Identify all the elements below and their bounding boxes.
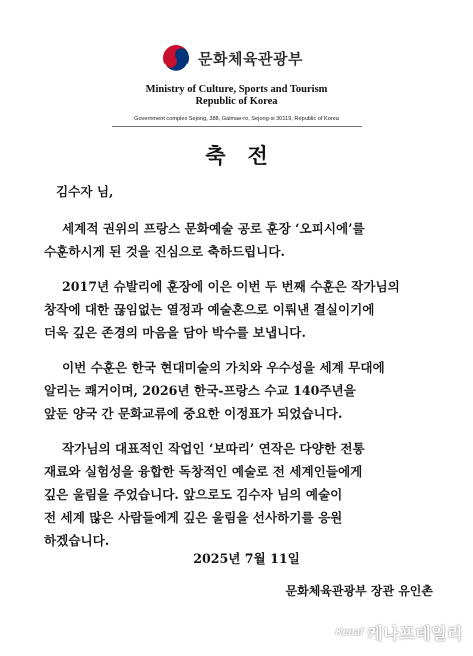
paragraph-line: 작가님의 대표적인 작업인 ‘보따리’ 연작은 다양한 전통 — [62, 441, 365, 456]
ministry-address: Government complex Sejong, 388, Galmae-ro, Sejong-si 30119, Republic of Korea — [134, 116, 339, 122]
paragraph-line: 창작에 대한 끊임없는 열정과 예술혼으로 이뤄낸 결실이기에 — [44, 302, 375, 317]
ministry-name-english-line2: Republic of Korea — [195, 96, 278, 107]
signature: 문화체육관광부 장관 유인촌 — [285, 584, 433, 598]
paragraph-2 — [44, 275, 444, 344]
watermark-badge: Kenaf — [335, 627, 364, 638]
paragraph-line: 더욱 깊은 존경의 마음을 담아 박수를 보냅니다. — [44, 325, 306, 340]
watermark — [335, 621, 463, 644]
letterhead-divider — [112, 126, 362, 127]
paragraph-line: 깊은 울림을 주었습니다. 앞으로도 김수자 님의 예술이 — [44, 487, 343, 502]
taegeuk-emblem-icon — [160, 42, 192, 74]
ministry-name-korean: 문화체육관광부 — [198, 49, 303, 68]
paragraph-line: 2017년 슈발리에 훈장에 이은 이번 두 번째 수훈은 작가님의 — [62, 279, 400, 294]
ministry-name-english — [0, 84, 473, 108]
paragraph-line: 이번 수훈은 한국 현대미술의 가치와 우수성을 세계 무대에 — [62, 360, 385, 375]
document-title: 축전 — [205, 143, 290, 168]
paragraph-line: 앞둔 양국 간 문화교류에 중요한 이정표가 되었습니다. — [44, 406, 343, 421]
paragraph-1 — [44, 217, 444, 263]
watermark-text: 케나프데일리 — [367, 624, 463, 643]
paragraph-line: 알리는 쾌거이며, 2026년 한국-프랑스 수교 140주년을 — [44, 383, 356, 398]
paragraph-line: 하겠습니다. — [44, 533, 110, 548]
ministry-logo — [160, 42, 303, 74]
paragraph-line: 세계적 권위의 프랑스 문화예술 공로 훈장 ‘오피시에’를 — [62, 221, 365, 236]
paragraph-line: 수훈하시게 된 것을 진심으로 축하드립니다. — [44, 244, 285, 259]
ministry-name-english-line1: Ministry of Culture, Sports and Tourism — [145, 84, 328, 95]
paragraph-3 — [44, 356, 444, 425]
paragraph-line: 전 세계 많은 사람들에게 깊은 울림을 선사하기를 응원 — [44, 510, 343, 525]
paragraph-line: 재료와 실험성을 융합한 독창적인 예술로 전 세계인들에게 — [44, 464, 363, 479]
letter-date: 2025년 7월 11일 — [193, 551, 300, 566]
letter-body — [44, 180, 444, 564]
salutation: 김수자 님, — [56, 184, 114, 199]
paragraph-4 — [44, 437, 444, 552]
